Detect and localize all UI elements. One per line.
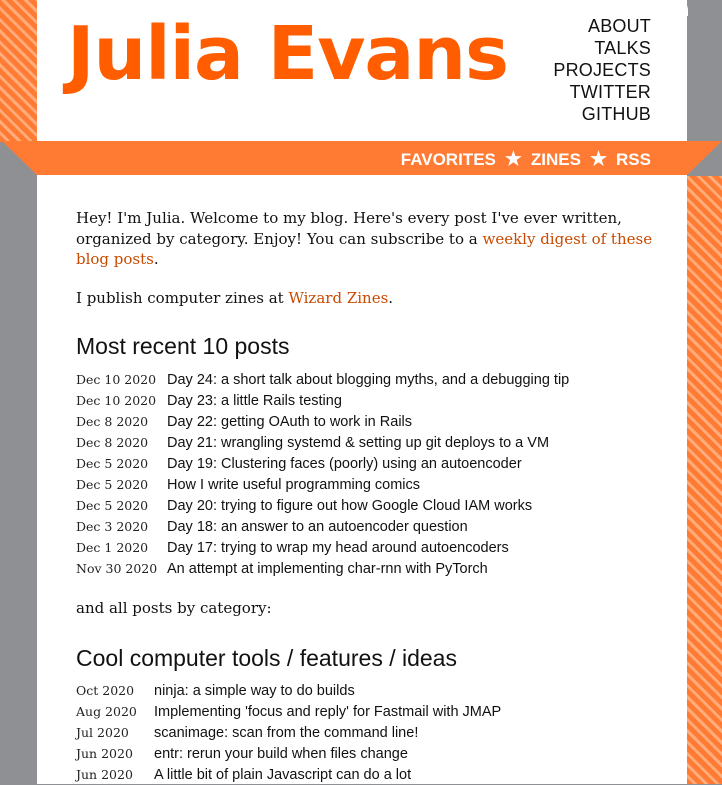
weekly-digest-link[interactable]: weekly digest of these blog posts: [76, 229, 653, 268]
favorites-link[interactable]: FAVORITES: [400, 149, 496, 169]
post-date: Dec 1 2020: [76, 540, 149, 555]
post-date: Dec 10 2020: [76, 393, 157, 408]
nav-projects-link[interactable]: PROJECTS: [553, 60, 651, 80]
list-item: [76, 680, 501, 701]
post-link[interactable]: Day 24: a short talk about blogging myths, and a debugging tip: [167, 371, 570, 388]
post-link[interactable]: scanimage: scan from the command line!: [154, 724, 419, 741]
category-heading-tools: Cool computer tools / features / ideas: [76, 645, 457, 671]
main-content: [37, 175, 687, 784]
post-link[interactable]: Day 21: wrangling systemd & setting up git deploys to a VM: [167, 434, 550, 451]
post-date: Jun 2020: [76, 767, 133, 782]
site-title[interactable]: Julia Evans: [67, 11, 509, 97]
wizard-zines-link[interactable]: Wizard Zines: [288, 289, 389, 307]
post-date: Jul 2020: [76, 725, 129, 740]
post-link[interactable]: Day 20: trying to figure out how Google Cloud IAM works: [167, 497, 533, 514]
post-date: Dec 5 2020: [76, 477, 149, 492]
zines-text-end: .: [388, 289, 394, 307]
list-item: [76, 722, 501, 743]
recent-posts-list: [76, 369, 569, 579]
list-item: [76, 495, 569, 516]
ribbon-nav: [401, 148, 651, 171]
ribbon-left-fold: [2, 141, 37, 175]
intro-paragraph: [76, 208, 656, 270]
post-date: Dec 3 2020: [76, 519, 149, 534]
left-decorative-stripe: [0, 0, 40, 142]
nav-github-link[interactable]: GITHUB: [581, 104, 651, 124]
list-item: [76, 743, 501, 764]
post-link[interactable]: Day 22: getting OAuth to work in Rails: [167, 413, 413, 430]
post-date: Aug 2020: [76, 704, 137, 719]
post-link[interactable]: Day 17: trying to wrap my head around autoencoders: [167, 539, 509, 556]
post-link[interactable]: An attempt at implementing char-rnn with PyTorch: [167, 560, 488, 577]
post-link[interactable]: Day 23: a little Rails testing: [167, 392, 342, 409]
list-item: [76, 432, 569, 453]
list-item: [76, 558, 569, 579]
post-date: Dec 8 2020: [76, 435, 149, 450]
post-date: Dec 8 2020: [76, 414, 149, 429]
list-item: [76, 701, 501, 722]
post-date: Nov 30 2020: [76, 561, 158, 576]
post-link[interactable]: ninja: a simple way to do builds: [154, 682, 355, 699]
category-posts-list: [76, 680, 501, 785]
zines-paragraph: [76, 288, 393, 309]
nav-about-link[interactable]: ABOUT: [587, 16, 651, 36]
zines-link[interactable]: ZINES: [530, 149, 581, 169]
post-link[interactable]: Day 19: Clustering faces (poorly) using an autoencoder: [167, 455, 522, 472]
post-date: Oct 2020: [76, 683, 135, 698]
star-icon: ★: [589, 149, 608, 170]
list-item: [76, 516, 569, 537]
rss-link[interactable]: RSS: [616, 149, 651, 169]
list-item: [76, 537, 569, 558]
post-date: Dec 5 2020: [76, 498, 149, 513]
list-item: [76, 390, 569, 411]
post-link[interactable]: entr: rerun your build when files change: [154, 745, 408, 762]
category-intro: and all posts by category:: [76, 599, 272, 617]
post-link[interactable]: A little bit of plain Javascript can do a lot: [154, 766, 412, 783]
post-link[interactable]: Day 18: an answer to an autoencoder question: [167, 518, 468, 535]
list-item: [76, 453, 569, 474]
ribbon-right-fold: [687, 141, 722, 175]
list-item: [76, 764, 501, 785]
right-decorative-stripe: [686, 176, 722, 784]
top-nav: [553, 16, 651, 126]
zines-text: I publish computer zines at: [76, 289, 289, 307]
nav-talks-link[interactable]: TALKS: [594, 38, 651, 58]
list-item: [76, 369, 569, 390]
intro-text: Hey! I'm Julia. Welcome to my blog. Here's every post I've ever written, organized by category. Enjoy! You can subscribe to a: [76, 209, 622, 248]
post-date: Dec 5 2020: [76, 456, 149, 471]
ribbon-banner: [0, 141, 722, 175]
list-item: [76, 474, 569, 495]
site-header: [37, 0, 687, 142]
recent-posts-heading: Most recent 10 posts: [76, 333, 290, 359]
nav-twitter-link[interactable]: TWITTER: [569, 82, 651, 102]
post-link[interactable]: Implementing 'focus and reply' for Fastmail with JMAP: [154, 703, 502, 720]
post-date: Dec 10 2020: [76, 372, 157, 387]
post-link[interactable]: How I write useful programming comics: [167, 476, 421, 493]
intro-text-end: .: [153, 250, 159, 268]
star-icon: ★: [504, 149, 522, 170]
list-item: [76, 411, 569, 432]
post-date: Jun 2020: [76, 746, 133, 761]
